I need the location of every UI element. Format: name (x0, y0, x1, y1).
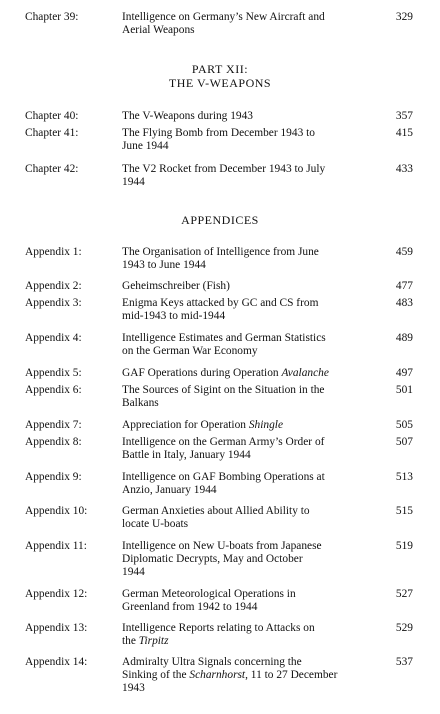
entry-title (122, 11, 382, 37)
entry-label: Appendix 4: (25, 332, 82, 344)
entry-label: Appendix 10: (25, 505, 88, 517)
entry-page-number: 415 (395, 127, 413, 139)
entry-page-number: 513 (395, 471, 413, 483)
entry-title-line: June 1944 (122, 140, 169, 152)
entry-page-number: 515 (395, 505, 413, 517)
entry-label: Chapter 39: (25, 11, 79, 23)
entry-title-italic: Shingle (248, 419, 284, 431)
entry-label: Appendix 8: (25, 436, 82, 448)
entry-title-line: Intelligence on New U-boats from Japanese (122, 540, 322, 552)
entry-title-line: 1943 (122, 682, 145, 694)
entry-title (122, 436, 382, 462)
entry-title-line: Battle in Italy, January 1944 (122, 449, 251, 461)
entry-title-line (122, 669, 382, 682)
entry-label: Appendix 5: (25, 367, 82, 379)
entry-title (122, 367, 382, 380)
entry-page-number: 477 (395, 280, 413, 292)
entry-page-number: 459 (395, 246, 413, 258)
entry-title-line: mid-1943 to mid-1944 (122, 310, 226, 322)
entry-title-italic: Avalanche (281, 367, 329, 379)
entry-label: Appendix 11: (25, 540, 87, 552)
entry-title-line: Aerial Weapons (122, 24, 195, 36)
entry-label: Chapter 40: (25, 110, 79, 122)
entry-title-line: German Anxieties about Allied Ability to (122, 505, 310, 517)
entry-title-line: Admiralty Ultra Signals concerning the (122, 656, 302, 668)
entry-label: Appendix 14: (25, 656, 88, 668)
entry-title (122, 297, 382, 323)
entry-page-number: 519 (395, 540, 413, 552)
entry-title-line: The Organisation of Intelligence from June (122, 246, 319, 258)
entry-label: Appendix 9: (25, 471, 82, 483)
entry-title-italic: Scharnhorst (189, 669, 246, 681)
entry-title-line: The Flying Bomb from December 1943 to (122, 127, 315, 139)
entry-title-line: Intelligence Reports relating to Attacks on (122, 622, 315, 634)
entry-title (122, 246, 382, 272)
entry-title (122, 622, 382, 648)
entry-title-line: 1943 to June 1944 (122, 259, 206, 271)
entry-title (122, 280, 382, 293)
entry-label: Appendix 6: (25, 384, 82, 396)
entry-page-number: 329 (395, 11, 413, 23)
entry-title-line: Balkans (122, 397, 159, 409)
entry-title-line (122, 635, 382, 648)
entry-label: Appendix 7: (25, 419, 82, 431)
entry-title-text: the (122, 635, 139, 647)
entry-title-line: 1944 (122, 566, 145, 578)
entry-title-line: Diplomatic Decrypts, May and October (122, 553, 303, 565)
entry-title (122, 163, 382, 189)
entry-title-line (122, 419, 382, 432)
entry-title-line: Intelligence Estimates and German Statistics (122, 332, 326, 344)
entry-title-line: The V-Weapons during 1943 (122, 110, 254, 122)
entry-title (122, 419, 382, 432)
entry-page-number: 357 (395, 110, 413, 122)
entry-label: Chapter 42: (25, 163, 79, 175)
entry-title-line: Intelligence on GAF Bombing Operations at (122, 471, 325, 483)
entry-page-number: 489 (395, 332, 413, 344)
entry-label: Appendix 12: (25, 588, 88, 600)
entry-title-text: GAF Operations during Operation (122, 367, 282, 379)
entry-page-number: 483 (395, 297, 413, 309)
entry-title (122, 332, 382, 358)
entry-title (122, 127, 382, 153)
entry-page-number: 501 (395, 384, 413, 396)
part-heading-line2: THE V-WEAPONS (168, 76, 272, 90)
entry-title (122, 384, 382, 410)
entry-page-number: 505 (395, 419, 413, 431)
appendices-heading: APPENDICES (181, 213, 259, 227)
entry-title-line: locate U-boats (122, 518, 189, 530)
entry-title (122, 505, 382, 531)
entry-title-text: Sinking of the (122, 669, 190, 681)
entry-label: Appendix 3: (25, 297, 82, 309)
entry-page-number: 537 (395, 656, 413, 668)
entry-label: Appendix 1: (25, 246, 82, 258)
entry-title (122, 588, 382, 614)
entry-title-line: The V2 Rocket from December 1943 to July (122, 163, 326, 175)
entry-title-line: The Sources of Sigint on the Situation in the (122, 384, 325, 396)
entry-title-line: Intelligence on the German Army’s Order of (122, 436, 325, 448)
entry-title (122, 471, 382, 497)
entry-title-line: German Meteorological Operations in (122, 588, 296, 600)
entry-title-line: Intelligence on Germany’s New Aircraft and (122, 11, 325, 23)
entry-page-number: 433 (395, 163, 413, 175)
entry-title-italic: Tirpitz (138, 635, 169, 647)
entry-label: Chapter 41: (25, 127, 79, 139)
entry-page-number: 527 (395, 588, 413, 600)
part-heading-line1: PART XII: (191, 62, 249, 76)
entry-page-number: 497 (395, 367, 413, 379)
entry-title-line: Geheimschreiber (Fish) (122, 280, 230, 292)
entry-label: Appendix 2: (25, 280, 82, 292)
entry-title-line (122, 367, 382, 380)
entry-title (122, 540, 382, 579)
entry-title (122, 110, 382, 123)
entry-title-text: Appreciation for Operation (122, 419, 249, 431)
entry-title-line: Anzio, January 1944 (122, 484, 217, 496)
entry-title (122, 656, 382, 695)
entry-title-line: on the German War Economy (122, 345, 258, 357)
entry-page-number: 529 (395, 622, 413, 634)
entry-title-line: Greenland from 1942 to 1944 (122, 601, 258, 613)
entry-title-line: 1944 (122, 176, 145, 188)
entry-title-line: Enigma Keys attacked by GC and CS from (122, 297, 319, 309)
entry-label: Appendix 13: (25, 622, 88, 634)
entry-page-number: 507 (395, 436, 413, 448)
entry-title-text: , 11 to 27 December (245, 669, 338, 681)
